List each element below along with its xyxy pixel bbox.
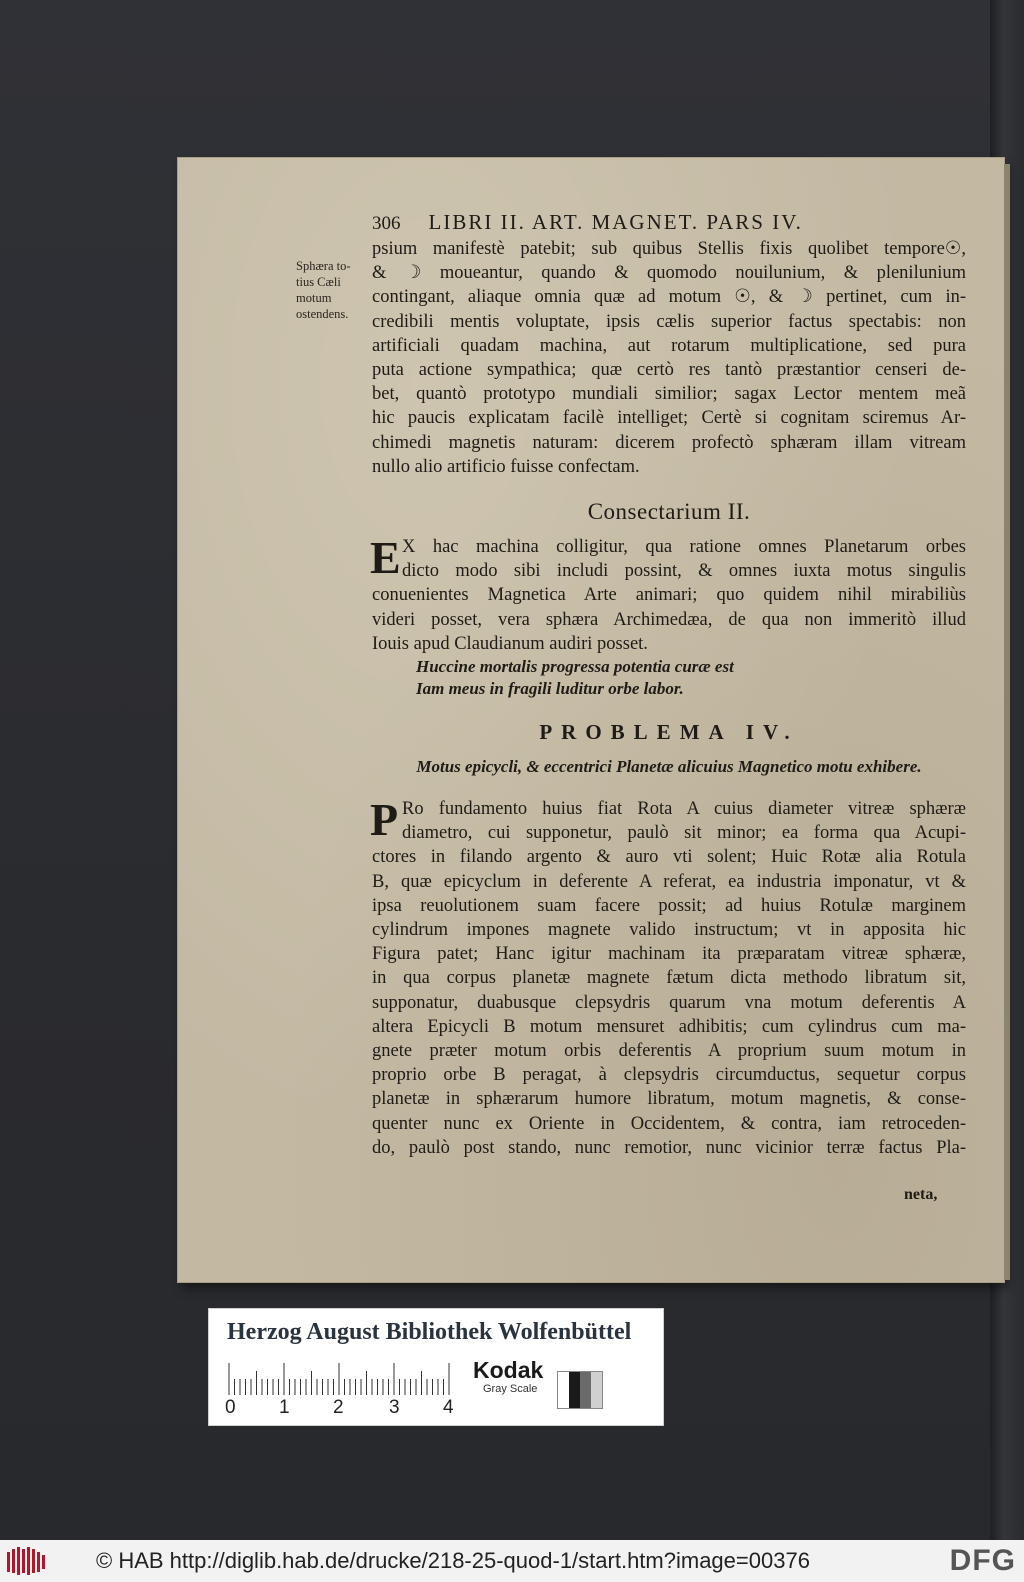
dfg-logo: DFG: [949, 1544, 1016, 1577]
drop-cap: P: [370, 794, 399, 846]
problem-paragraph: [370, 794, 966, 1160]
hab-logo-icon: [6, 1546, 46, 1576]
problem-subtitle: Motus epicycli, & eccentrici Planetæ alicuius Magnetico motu exhibere.: [416, 757, 922, 777]
margin-note-line: ostendens.: [296, 307, 349, 321]
ruler-number: 1: [279, 1397, 290, 1418]
text-line: ipsa reuolutionem suam facere possit; ad huius Rotulæ marginem: [372, 895, 966, 916]
text-line: conuenientes Magnetica Arte animari; quo quidem nihil mirabiliùs: [372, 585, 966, 606]
book-page: [178, 158, 1004, 1282]
text-line: dicto modo sibi includi possint, & omnes iuxta motus singulis: [402, 561, 966, 582]
ruler-number: 4: [443, 1397, 454, 1418]
text-line: puta actione sympathica; quæ certò res tantò præstantior censeri de-: [372, 360, 966, 381]
body-paragraph: [372, 237, 966, 479]
grayscale-patch: [557, 1371, 603, 1409]
text-line: gnete præter motum orbis deferentis A proprium suum motum in: [372, 1041, 966, 1062]
text-line: quenter nunc ex Oriente in Occidentem, & contra, iam retroceden-: [372, 1113, 966, 1134]
drop-cap: E: [370, 532, 401, 584]
text-line: & ☽ moueantur, quando & quomodo nouilunium, & plenilunium: [372, 263, 966, 284]
page-edge: [1004, 164, 1010, 1280]
margin-note-line: Sphæra to-: [296, 259, 351, 273]
text-block: [372, 210, 966, 1160]
text-line: nullo alio artificio fuisse confectam.: [372, 456, 640, 477]
library-color-card: [208, 1308, 664, 1426]
ruler-number: 2: [333, 1397, 344, 1418]
problem-heading: PROBLEMA IV.: [539, 720, 799, 745]
footer-bar: [0, 1540, 1024, 1582]
ruler-number: 0: [225, 1397, 236, 1418]
catchword: neta,: [904, 1186, 938, 1203]
margin-note-line: motum: [296, 291, 332, 305]
margin-note: [296, 258, 372, 322]
measurement-ruler: [227, 1361, 455, 1395]
running-head: [372, 210, 966, 235]
kodak-subtitle: Gray Scale: [483, 1383, 538, 1395]
text-line: chimedi magnetis naturam: dicerem profectò sphæram illam vitream: [372, 432, 966, 453]
text-line: videri posset, vera sphæra Archimedæa, de qua non immeritò illud: [372, 609, 966, 630]
kodak-logo: Kodak: [473, 1357, 544, 1383]
text-line: planetæ in sphærarum humore libratum, motum magnetis, & conse-: [372, 1089, 966, 1110]
library-name: Herzog August Bibliothek Wolfenbüttel: [227, 1319, 632, 1345]
text-line: Iouis apud Claudianum audiri posset.: [372, 633, 648, 654]
text-line: artificiali quadam machina, aut rotarum multiplicatione, sed pura: [372, 335, 966, 356]
text-line: hic paucis explicatam facilè intelliget; Certè si cognitam sciremus Ar-: [372, 408, 966, 429]
text-line: psium manifestè patebit; sub quibus Stellis fixis quolibet tempore☉,: [372, 239, 966, 259]
section-heading: Consectarium II.: [587, 499, 751, 525]
text-line: cylindrum impones magnete valido instructum; vt in apposita hic: [372, 920, 966, 941]
text-line: supponatur, duabusque clepsydris quarum vna motum deferentis A: [372, 992, 966, 1013]
text-line: in qua corpus planetæ magnete fætum dicta methodo libratum sit,: [372, 968, 966, 989]
text-line: diametro, cui supponetur, paulò sit minor; ea forma qua Acupi-: [402, 823, 966, 844]
ruler-number: 3: [389, 1397, 400, 1418]
margin-note-line: tius Cæli: [296, 275, 341, 289]
text-line: bet, quantò prototypo mundiali similior; sagax Lector mentem meã: [372, 384, 966, 405]
text-line: altera Epicycli B motum mensuret adhibitis; cum cylindrus cum ma-: [372, 1016, 966, 1037]
running-head-title: LIBRI II. ART. MAGNET. PARS IV.: [428, 210, 803, 234]
verse-line: Iam meus in fragili luditur orbe labor.: [416, 679, 684, 699]
text-line: credibili mentis voluptate, ipsis cælis superior factus spectabis: non: [372, 311, 966, 332]
consectarium-paragraph: [370, 532, 966, 700]
verse-line: Huccine mortalis progressa potentia curæ est: [416, 657, 734, 677]
text-line: Ro fundamento huius fiat Rota A cuius diameter vitreæ sphæræ: [402, 799, 966, 820]
text-line: do, paulò post stando, nunc remotior, nunc vicinior terræ factus Pla-: [372, 1137, 966, 1158]
text-line: B, quæ epicyclum in deferente A referat, ea industria imponatur, vt &: [372, 871, 966, 892]
text-line: proprio orbe B peragat, à clepsydris circumductus, sequetur corpus: [372, 1065, 966, 1086]
text-line: X hac machina colligitur, qua ratione omnes Planetarum orbes: [402, 537, 966, 558]
page-number: 306: [372, 213, 401, 234]
text-line: ctores in filando argento & auro vti solent; Huic Rotæ alia Rotula: [372, 847, 966, 868]
source-link[interactable]: © HAB http://diglib.hab.de/drucke/218-25-quod-1/start.htm?image=00376: [96, 1548, 810, 1573]
text-line: Figura patet; Hanc igitur machinam ita præparatam vitreæ sphæræ,: [372, 944, 966, 965]
text-line: contingant, aliaque omnia quæ ad motum ☉, & ☽ pertinet, cum in-: [372, 287, 966, 308]
